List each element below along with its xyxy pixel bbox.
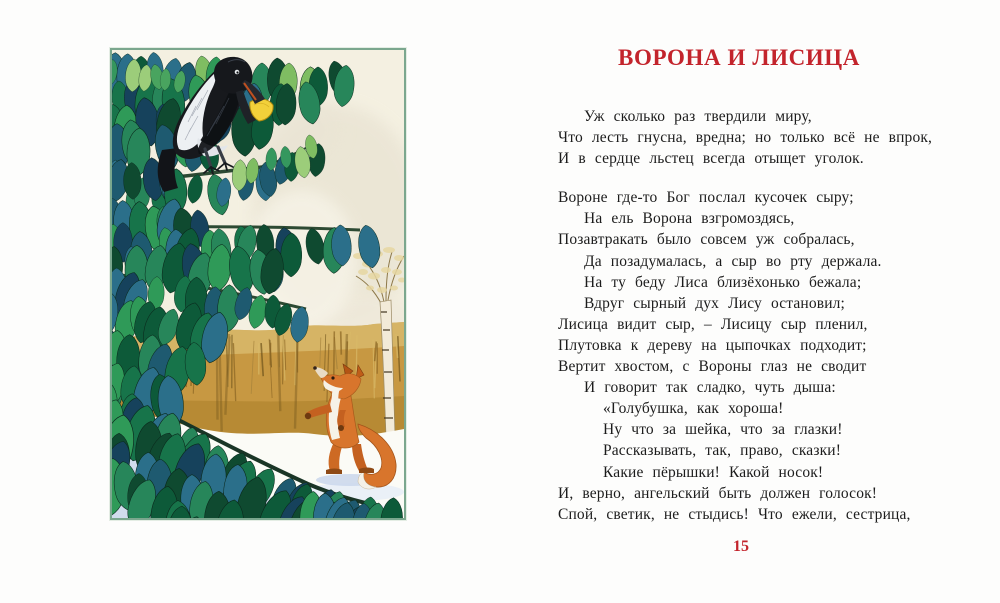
poem-line: Вертит хвостом, с Вороны глаз не сводит (558, 358, 867, 376)
fable-illustration (112, 50, 404, 518)
illustration-frame (110, 48, 406, 520)
fable-title: ВОРОНА И ЛИСИЦА (618, 45, 860, 70)
stanza (558, 187, 936, 525)
poem-line: Да позадумалась, а сыр во рту держала. (584, 252, 882, 270)
poem-line: Рассказывать, так, право, сказки! (603, 442, 842, 460)
poem-line: Вдруг сырный дух Лису остановил; (584, 294, 846, 312)
poem-line: Что лесть гнусна, вредна; но только всё не впрок, (558, 129, 933, 147)
poem-line: Спой, светик, не стыдись! Что ежели, сестрица, (558, 505, 911, 523)
poem-line: Какие пёрышки! Какой носок! (603, 463, 824, 481)
poem-line: Плутовка к дереву на цыпочках подходит; (558, 336, 867, 354)
poem-line: «Голубушка, как хороша! (603, 400, 784, 418)
poem (558, 106, 936, 525)
stanza (558, 106, 936, 169)
poem-line: Уж сколько раз твердили миру, (584, 108, 812, 125)
poem-line: На ель Ворона взгромоздясь, (584, 210, 795, 228)
poem-line: Ну что за шейка, что за глазки! (603, 421, 843, 439)
poem-line: И, верно, ангельский быть должен голосок! (558, 484, 878, 502)
poem-line: На ту беду Лиса близёхонько бежала; (584, 273, 862, 291)
poem-line: Позавтракать было совсем уж собралась, (558, 231, 855, 249)
poem-line: Лисица видит сыр, – Лисицу сыр пленил, (558, 315, 868, 333)
poem-line: И говорит так сладко, чуть дыша: (584, 379, 836, 397)
page-number: 15 (733, 538, 749, 555)
poem-line: И в сердце льстец всегда отыщет уголок. (558, 150, 864, 168)
poem-line: Вороне где-то Бог послал кусочек сыру; (558, 189, 854, 207)
